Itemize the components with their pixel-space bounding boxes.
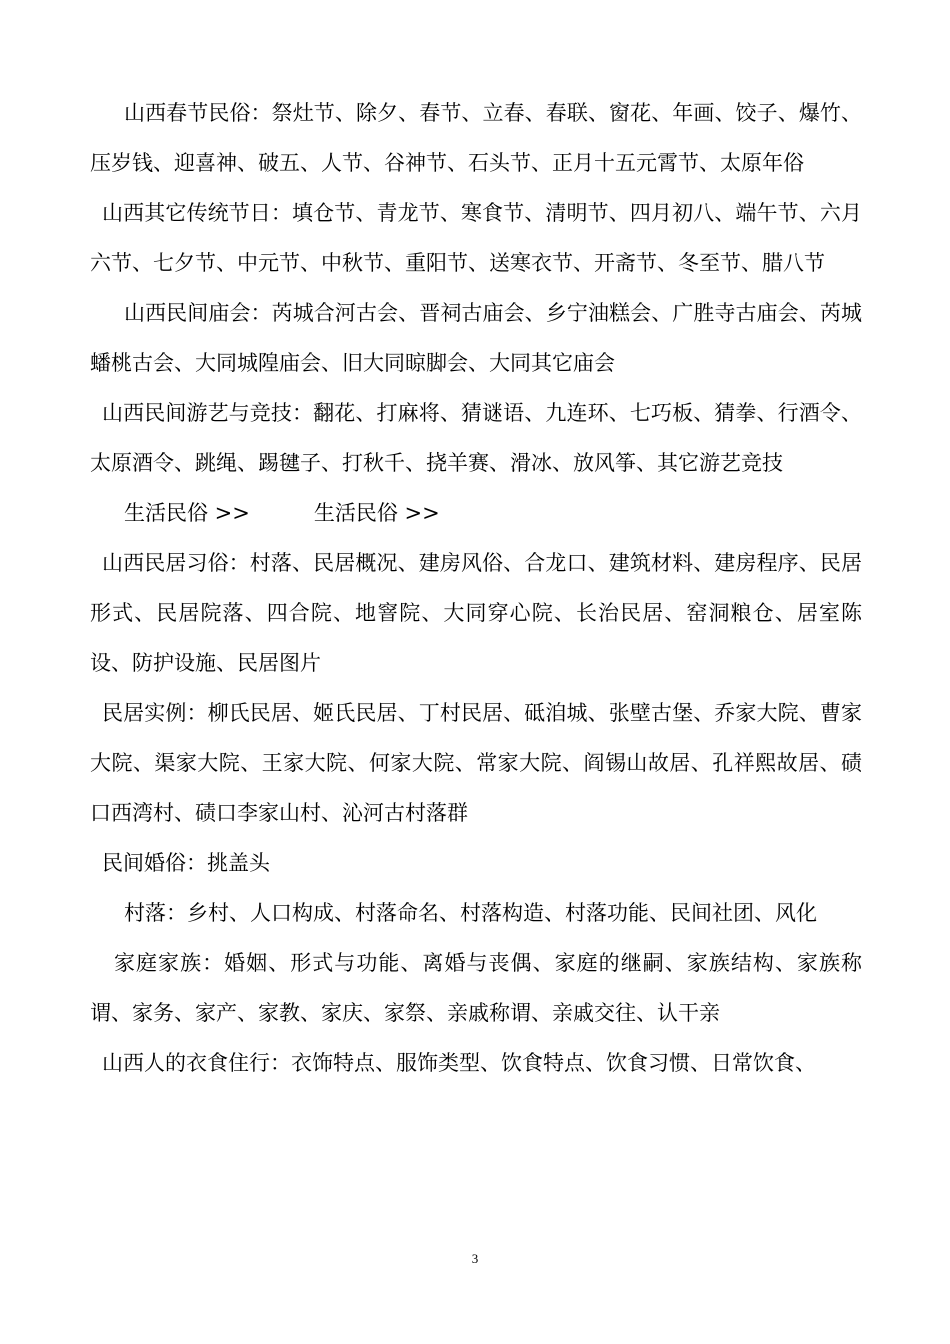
paragraph-folk-games: 山西民间游艺与竞技：翻花、打麻将、猜谜语、九连环、七巧板、猜拳、行酒令、太原酒令、跳绳、踢毽子、打秋千、挠羊赛、滑冰、放风筝、其它游艺竞技: [90, 401, 862, 475]
paragraph-temple-fairs: 山西民间庙会：芮城合河古会、晋祠古庙会、乡宁油糕会、广胜寺古庙会、芮城蟠桃古会、大同城隍庙会、旧大同晾脚会、大同其它庙会: [90, 301, 862, 375]
nav-link-life-customs-1[interactable]: 生活民俗 >>: [124, 501, 250, 525]
paragraph-spring-festival-customs: 山西春节民俗：祭灶节、除夕、春节、立春、春联、窗花、年画、饺子、爆竹、压岁钱、迎喜神、破五、人节、谷神节、石头节、正月十五元霄节、太原年俗: [90, 101, 862, 175]
paragraph-villages: 村落：乡村、人口构成、村落命名、村落构造、村落功能、民间社团、风化: [124, 901, 817, 925]
page-content: [90, 88, 862, 1088]
paragraph-dwelling-customs: 山西民居习俗：村落、民居概况、建房风俗、合龙口、建筑材料、建房程序、民居形式、民居院落、四合院、地窨院、大同穿心院、长治民居、窑洞粮仓、居室陈设、防护设施、民居图片: [90, 551, 862, 675]
nav-link-life-customs-2[interactable]: 生活民俗 >>: [313, 501, 440, 525]
nav-links-row: [90, 488, 862, 538]
paragraph-wedding-customs: 民间婚俗：挑盖头: [102, 851, 270, 875]
paragraph-other-traditional-festivals: 山西其它传统节日：填仓节、青龙节、寒食节、清明节、四月初八、端午节、六月六节、七夕节、中元节、中秋节、重阳节、送寒衣节、开斋节、冬至节、腊八节: [90, 201, 862, 275]
paragraph-dwelling-examples: 民居实例：柳氏民居、姬氏民居、丁村民居、砥洎城、张壁古堡、乔家大院、曹家大院、渠家大院、王家大院、何家大院、常家大院、阎锡山故居、孔祥熙故居、碛口西湾村、碛口李家山村、沁河古村落群: [90, 701, 862, 825]
page-number: 3: [471, 1251, 479, 1266]
paragraph-family-clan: 家庭家族：婚姻、形式与功能、离婚与丧偶、家庭的继嗣、家族结构、家族称谓、家务、家产、家教、家庆、家祭、亲戚称谓、亲戚交往、认干亲: [90, 951, 862, 1025]
paragraph-clothing-food-housing: 山西人的衣食住行：衣饰特点、服饰类型、饮食特点、饮食习惯、日常饮食、: [102, 1051, 816, 1075]
